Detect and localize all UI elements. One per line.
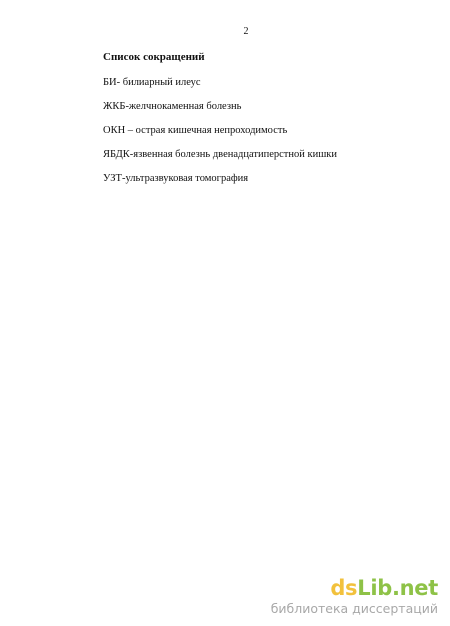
- abbreviation-item: БИ- билиарный илеус: [103, 77, 201, 88]
- dslib-logo: [271, 577, 438, 599]
- abbreviation-item: ОКН – острая кишечная непроходимость: [103, 125, 288, 136]
- abbreviations-heading: Список сокращений: [103, 51, 205, 63]
- logo-net-text: .net: [391, 576, 438, 600]
- logo-lib-text: Lib: [357, 576, 392, 600]
- logo-ds-text: ds: [330, 576, 358, 600]
- abbreviation-item: ЖКБ-желчнокаменная болезнь: [103, 101, 242, 112]
- abbreviations-list: [103, 77, 337, 197]
- dslib-watermark: [271, 577, 438, 616]
- page-number: 2: [243, 26, 249, 37]
- watermark-subtitle: библиотека диссертаций: [270, 601, 438, 616]
- abbreviation-item: УЗТ-ультразвуковая томография: [103, 173, 249, 184]
- abbreviation-item: ЯБДК-язвенная болезнь двенадцатиперстной кишки: [103, 149, 337, 160]
